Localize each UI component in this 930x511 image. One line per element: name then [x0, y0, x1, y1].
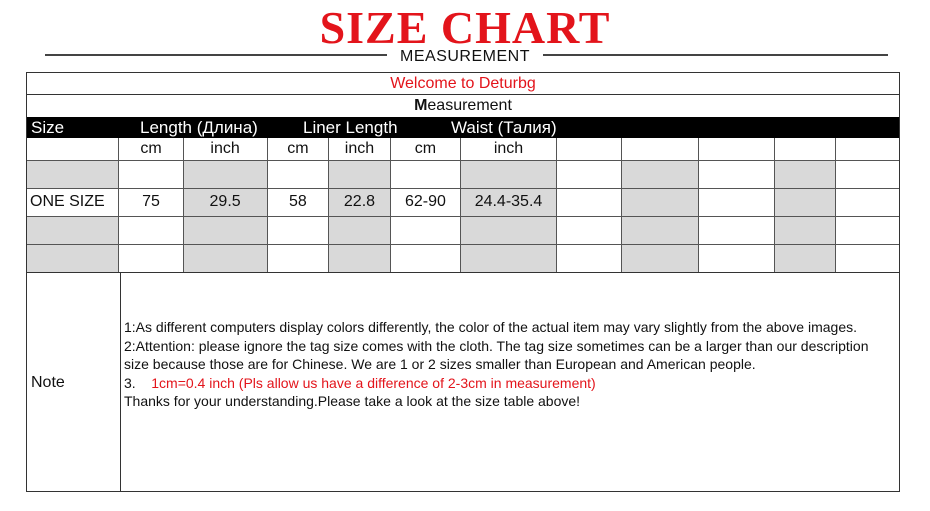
table-cell: [556, 138, 621, 160]
table-cell: [836, 188, 899, 216]
table-cell: [556, 188, 621, 216]
unit-liner-inch: inch: [329, 138, 390, 160]
table-cell: [390, 160, 460, 188]
header-liner-length: Liner Length: [303, 118, 398, 137]
length-inch-cell: 29.5: [183, 188, 267, 216]
table-cell: [119, 216, 183, 244]
table-cell: [267, 160, 329, 188]
table-cell: [698, 188, 774, 216]
table-cell: [27, 138, 119, 160]
header-waist: Waist (Талия): [451, 118, 557, 137]
table-cell: [836, 138, 899, 160]
table-cell: [329, 244, 390, 272]
table-cell: [329, 160, 390, 188]
unit-liner-cm: cm: [267, 138, 329, 160]
table-cell: [27, 160, 119, 188]
size-cell: ONE SIZE: [27, 188, 119, 216]
table-row: [27, 188, 899, 216]
note-divider: [120, 273, 121, 492]
table-cell: [461, 160, 557, 188]
table-cell: [836, 160, 899, 188]
empty-row: [27, 160, 899, 188]
title-rule-left: [45, 54, 387, 56]
liner-inch-cell: 22.8: [329, 188, 390, 216]
table-cell: [556, 160, 621, 188]
unit-waist-cm: cm: [390, 138, 460, 160]
table-cell: [621, 188, 698, 216]
measurement-initial: M: [414, 97, 428, 114]
length-cm-cell: 75: [119, 188, 183, 216]
measurement-rest: easurement: [427, 97, 512, 114]
note-line-1: 1:As different computers display colors differently, the color of the actual item may vary slightly from the above images.: [124, 319, 858, 335]
table-cell: [390, 216, 460, 244]
table-cell: [461, 216, 557, 244]
note-line-4: Thanks for your understanding.Please take a look at the size table above!: [124, 393, 581, 409]
waist-cm-cell: 62-90: [390, 188, 460, 216]
size-grid: [27, 138, 899, 273]
empty-row: [27, 244, 899, 272]
table-cell: [183, 160, 267, 188]
table-cell: [556, 244, 621, 272]
welcome-banner: Welcome to Deturbg: [390, 75, 536, 92]
table-header: [27, 117, 899, 138]
unit-waist-inch: inch: [461, 138, 557, 160]
table-cell: [329, 216, 390, 244]
note-line-3-number: 3.: [124, 374, 136, 391]
table-cell: [119, 160, 183, 188]
table-cell: [836, 216, 899, 244]
table-cell: [390, 244, 460, 272]
table-cell: [774, 244, 835, 272]
table-cell: [27, 244, 119, 272]
table-cell: [774, 138, 835, 160]
table-cell: [119, 244, 183, 272]
table-cell: [183, 216, 267, 244]
note-section: [27, 272, 899, 492]
note-label: Note: [31, 374, 65, 391]
note-line-2: 2:Attention: please ignore the tag size comes with the cloth. The tag size sometimes can be a larger than our description size because those are for Chinese. We are 1 or 2 sizes smaller than European and American people.: [124, 337, 869, 372]
table-cell: [621, 160, 698, 188]
waist-inch-cell: 24.4-35.4: [461, 188, 557, 216]
note-line-3-text: 1cm=0.4 inch (Pls allow us have a difference of 2-3cm in measurement): [151, 374, 596, 391]
table-cell: [267, 216, 329, 244]
title-rule-right: [543, 54, 888, 56]
table-cell: [267, 244, 329, 272]
table-cell: [774, 160, 835, 188]
table-cell: [556, 216, 621, 244]
table-cell: [698, 160, 774, 188]
note-line-3: [124, 374, 894, 393]
table-cell: [621, 138, 698, 160]
table-cell: [698, 138, 774, 160]
unit-length-inch: inch: [183, 138, 267, 160]
table-cell: [621, 244, 698, 272]
liner-cm-cell: 58: [267, 188, 329, 216]
table-cell: [698, 216, 774, 244]
table-cell: [698, 244, 774, 272]
table-cell: [27, 216, 119, 244]
measurement-subtitle: MEASUREMENT: [400, 48, 530, 65]
size-chart-title: SIZE CHART: [319, 2, 611, 53]
empty-row: [27, 216, 899, 244]
header-length: Length (Длина): [140, 118, 258, 137]
table-cell: [836, 244, 899, 272]
table-cell: [621, 216, 698, 244]
units-row: [27, 138, 899, 160]
measurement-banner: [27, 95, 899, 116]
note-text: [124, 318, 894, 411]
table-cell: [461, 244, 557, 272]
size-table: [26, 72, 900, 492]
table-cell: [774, 188, 835, 216]
unit-length-cm: cm: [119, 138, 183, 160]
header-size: Size: [31, 118, 65, 137]
table-cell: [774, 216, 835, 244]
table-cell: [183, 244, 267, 272]
